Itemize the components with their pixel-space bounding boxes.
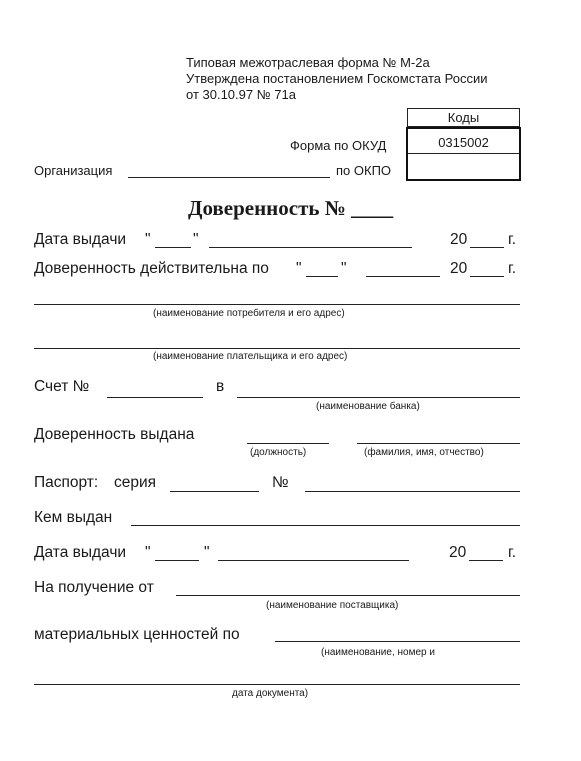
passport-series-field[interactable] [170,491,259,492]
payer-field[interactable] [34,348,520,349]
valid-until-label: Доверенность действительна по [34,260,269,277]
position-field[interactable] [247,443,329,444]
consumer-field[interactable] [34,304,520,305]
issue2-month-field[interactable] [218,560,409,561]
full-name-field[interactable] [357,443,520,444]
passport-number-field[interactable] [305,491,520,492]
year-suffix: г. [508,260,517,277]
okpo-code [408,158,519,176]
quote-open: " [145,544,151,561]
issue-year-field[interactable] [470,247,504,248]
valid-year-field[interactable] [470,276,504,277]
account-number-field[interactable] [107,397,203,398]
issue-date2-label: Дата выдачи [34,544,127,561]
year-suffix: г. [508,231,517,248]
bank-caption: (наименование банка) [316,401,420,412]
organization-label: Организация [34,163,113,178]
approval-date-line: от 30.10.97 № 71а [186,87,296,102]
issue-day-field[interactable] [155,247,191,248]
passport-number-label: № [272,474,289,491]
approval-line: Утверждена постановлением Госкомстата России [186,71,488,86]
consumer-caption: (наименование потребителя и его адрес) [153,308,345,319]
passport-label: Паспорт: [34,474,99,491]
issue2-day-field[interactable] [155,560,199,561]
quote-close: " [341,260,347,277]
issued-by-label: Кем выдан [34,509,113,526]
document-date-field[interactable] [34,684,520,685]
quote-close: " [193,231,199,248]
supplier-caption: (наименование поставщика) [266,600,399,611]
okud-label: Форма по ОКУД [290,138,387,153]
payer-caption: (наименование плательщика и его адрес) [153,351,348,362]
valuables-label: материальных ценностей по [34,626,240,643]
year-suffix: г. [508,544,517,561]
quote-close: " [204,544,210,561]
valid-day-field[interactable] [306,276,338,277]
year-prefix: 20 [449,544,467,561]
issue2-year-field[interactable] [469,560,503,561]
quote-open: " [145,231,151,248]
okpo-label: по ОКПО [336,163,392,178]
account-label: Счет № [34,378,90,395]
valuables-document-field[interactable] [275,641,520,642]
series-label: серия [114,474,157,491]
valuables-caption-1: (наименование, номер и [321,647,435,658]
okud-code: 0315002 [438,135,489,150]
year-prefix: 20 [450,231,468,248]
receipt-label: На получение от [34,579,154,596]
codes-divider [408,153,519,154]
issued-by-field[interactable] [131,525,520,526]
issue-month-field[interactable] [209,247,412,248]
position-caption: (должность) [250,447,307,458]
valid-month-field[interactable] [366,276,440,277]
quote-open: " [296,260,302,277]
full-name-caption: (фамилия, имя, отчество) [364,447,484,458]
issued-to-label: Доверенность выдана [34,426,195,443]
issue-date-label: Дата выдачи [34,231,127,248]
form-type-line: Типовая межотраслевая форма № М-2а [186,55,430,70]
valuables-caption-2: дата документа) [232,688,309,699]
organization-field[interactable] [128,177,330,178]
codes-header: Коды [407,108,520,127]
year-prefix: 20 [450,260,468,277]
bank-in-label: в [216,378,225,395]
document-title: Доверенность № ____ [188,196,394,220]
bank-field[interactable] [237,397,520,398]
supplier-field[interactable] [176,595,520,596]
